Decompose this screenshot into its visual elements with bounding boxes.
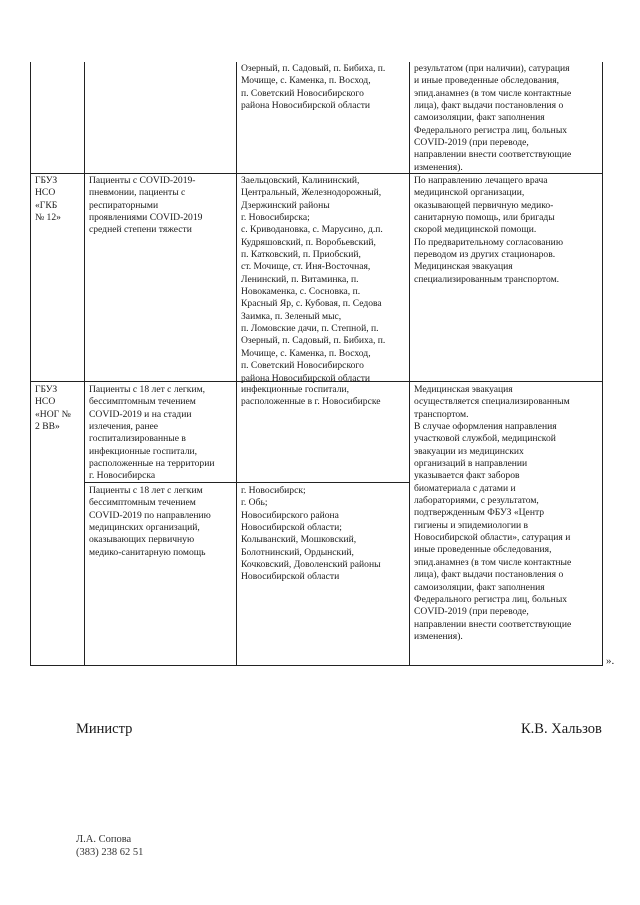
table-divider-3 bbox=[409, 62, 410, 666]
table-border-left bbox=[30, 62, 31, 666]
row2-patients: Пациенты с COVID-2019- пневмонии, пациенты с респираторными проявлениями COVID-2019 средней степени тяжести bbox=[89, 175, 203, 236]
row3-areas-a: инфекционные госпитали, расположенные в г. Новосибирске bbox=[241, 384, 381, 408]
row1-procedure: результатом (при наличии), сатурация и иные проведенные обследования, эпид.анамнез (в том числе контактные лица), факт выдачи постановления о самоизоляции, факт заполнения Федерального регистра лиц, больных COVID-2019 (при переводе, направлении внести соответствующие изменения). bbox=[414, 63, 572, 173]
table-divider-2 bbox=[236, 62, 237, 666]
row3-areas-b: г. Новосибирск; г. Обь; Новосибирского района Новосибирской области; Колыванский, Мошковский, Болотнинский, Ордынский, Кочковский, Доволенский районы Новосибирской области bbox=[241, 485, 381, 583]
signature-position: Министр bbox=[76, 721, 133, 737]
table-border-right bbox=[602, 62, 603, 666]
signature-name: К.В. Хальзов bbox=[521, 721, 602, 737]
row3-organization: ГБУЗ НСО «НОГ № 2 ВВ» bbox=[35, 384, 71, 433]
contact-block bbox=[76, 833, 143, 859]
row1-areas: Озерный, п. Садовый, п. Бибиха, п. Мочище, с. Каменка, п. Восход, п. Советский Новосибирского района Новосибирской области bbox=[241, 63, 386, 112]
row2-organization: ГБУЗ НСО «ГКБ № 12» bbox=[35, 175, 61, 224]
row3-patients-a: Пациенты с 18 лет с легким, бессимптомным течением COVID-2019 и на стадии излечения, ранее госпитализированные в инфекционные госпитали, расположенные на территории г. Новосибирска bbox=[89, 384, 215, 482]
closing-quote: ». bbox=[606, 655, 615, 667]
row2-procedure: По направлению лечащего врача медицинской организации, оказывающей первичную медико- санитарную помощь, или бригады скорой медицинской помощи. По предварительному согласованию переводом из других стационаров. Медицинская эвакуация специализированным транспортом. bbox=[414, 175, 563, 285]
row3-patients-b: Пациенты с 18 лет с легким бессимптомным течением COVID-2019 по направлению медицинских организаций, оказывающих первичную медико-санитарную помощь bbox=[89, 485, 211, 558]
row2-areas: Заельцовский, Калининский, Центральный, Железнодорожный, Дзержинский районы г. Новосибирска; с. Криводановка, с. Марусино, д.п. Кудряшовский, п. Воробьевский, п. Катковский, п. Приобский, ст. Мочище, ст. Иня-Восточная, Ленинский, п. Витаминка, п. Новокаменка, с. Сосновка, п. Красный Яр, с. Кубовая, п. Седова Заимка, п. Зеленый мыс, п. Ломовские дачи, п. Степной, п. Озерный, п. Садовый, п. Бибиха, п. Мочище, с. Каменка, п. Восход, п. Советский Новосибирского района Новосибирской области bbox=[241, 175, 386, 384]
row3-procedure: Медицинская эвакуация осуществляется специализированным транспортом. В случае оформления направления участковой службой, медицинской эвакуации из медицинских организаций в направлении указывается факт заборов биоматериала с датами и лабораториями, с результатом, подтвержденным ФБУЗ «Центр гигиены и эпидемиологии в Новосибирской области», сатурация и иные проведенные обследования, эпид.анамнез (в том числе контактные лица), факт выдачи постановления о самоизоляции, факт заполнения Федерального регистра лиц, больных COVID-2019 (при переводе, направлении внести соответствующие изменения). bbox=[414, 384, 572, 642]
table-divider-1 bbox=[84, 62, 85, 666]
table-border-bottom bbox=[30, 665, 603, 666]
contact-name: Л.А. Сопова bbox=[76, 834, 132, 845]
contact-phone: (383) 238 62 51 bbox=[76, 847, 144, 858]
